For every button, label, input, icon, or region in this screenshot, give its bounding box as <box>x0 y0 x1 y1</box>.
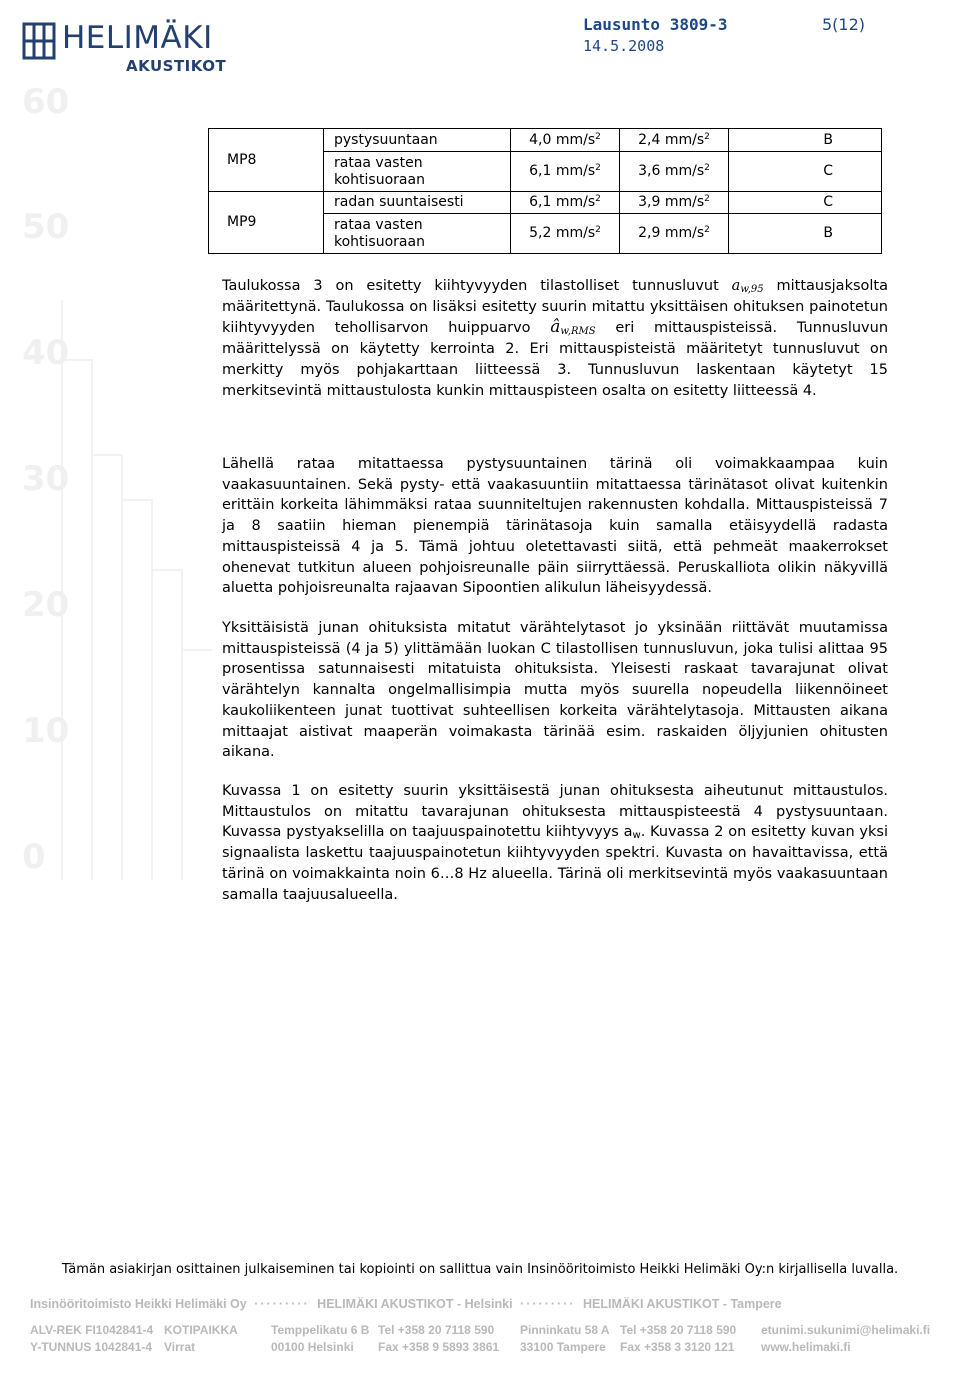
table-cell-value <box>511 129 620 152</box>
document-date: 14.5.2008 <box>583 37 665 55</box>
paragraph-passes: Yksittäisistä junan ohituksista mitatut värähtelytasot jo yksinään riittävät muutamissa mittauspisteissä (4 ja 5) ylittämään luokan C tilastollisen tunnusluvun, joka tulisi alittaa 95 prosentissa satunnaisesti mitatuista ohituksista. Yleisesti raskaat tavarajunat olivat värähtelyn kannalta ongelmallisimpia mutta myös suurella nopeudella liikennöineet kaukoliikenteen junat tuottivat suhteellisen korkeita värähtelytasoja. Mittausten aikana mittaajat aistivat maaperän voimakasta tärinää esim. raskaiden öljyjunien ohitusten aikana. <box>222 620 888 761</box>
footer-company-line <box>30 1297 782 1311</box>
copyright-notice: Tämän asiakirjan osittainen julkaiseminen tai kopiointi on sallittua vain Insinööritoimisto Heikki Helimäki Oy:n kirjallisella luvalla. <box>61 1262 899 1277</box>
watermark-number: 0 <box>22 837 46 877</box>
direction-line: rataa vasten <box>334 154 423 171</box>
footer-text: Virrat <box>164 1340 196 1354</box>
watermark-number: 20 <box>22 585 70 625</box>
watermark-number: 10 <box>22 711 70 751</box>
exponent: 2 <box>704 131 710 142</box>
footer-text: ALV-REK FI1042841-4 <box>30 1323 154 1337</box>
logo-wordmark: HELIMÄKI <box>62 20 213 56</box>
exponent: 2 <box>595 194 601 204</box>
value-text: 3,9 mm/s <box>638 194 705 210</box>
footer-text: Y-TUNNUS 1042841-4 <box>30 1340 153 1354</box>
document-title: Lausunto 3809-3 <box>583 15 728 34</box>
footer-text: 00100 Helsinki <box>271 1340 354 1354</box>
direction-line: kohtisuoraan <box>334 171 425 188</box>
footer-text: Tel +358 20 7118 590 <box>620 1323 737 1337</box>
table-cell-value <box>620 152 729 192</box>
logo-subtitle: AKUSTIKOT <box>126 57 227 75</box>
value-text: 6,1 mm/s <box>529 194 596 210</box>
value-text: 3,6 mm/s <box>638 163 705 179</box>
paragraph-statistics <box>222 276 888 401</box>
symbol-subscript: w,95 <box>740 284 764 295</box>
symbol-a-hat: â <box>550 317 561 338</box>
footer-email[interactable]: etunimi.sukunimi@helimaki.fi <box>761 1323 931 1337</box>
footer-text: Pinninkatu 58 A <box>520 1323 610 1337</box>
value-text: 6,1 mm/s <box>529 163 596 179</box>
footer-col-tampere-address <box>520 1322 610 1356</box>
footer-text: Tel +358 20 7118 590 <box>378 1323 495 1337</box>
paragraph-figures <box>222 781 888 905</box>
footer-office-helsinki: HELIMÄKI AKUSTIKOT - Helsinki <box>317 1297 513 1311</box>
text-run: . Kuvassa 2 on esitetty kuvan yksi signaalista laskettu taajuuspainotetun kiihtyvyyden spektri. Kuvasta on havaittavissa, että tärinä on voimakkainta noin 6…8 Hz alueella. Tärinä oli merkitsevintä myös vaakasuuntaan samalla taajuusalueella. <box>222 824 888 903</box>
exponent: 2 <box>595 131 601 142</box>
exponent: 2 <box>704 163 710 173</box>
exponent: 2 <box>704 194 710 204</box>
table-cell-value <box>620 192 729 214</box>
watermark-number: 50 <box>22 207 70 247</box>
table-cell-class: B <box>729 214 882 254</box>
table-row <box>209 129 882 152</box>
footer-col-helsinki-address <box>271 1322 369 1356</box>
text-run: Kuvassa 1 on esitetty suurin yksittäisestä junan ohituksesta aiheutunut mittaustulos. Mittaustulos on mitattu tavarajunan ohituksesta mittauspisteestä 4 pystysuuntaan. Kuvassa pystyakselilla on taajuuspainotettu kiihtyvyys a <box>222 783 888 841</box>
value-text: 4,0 mm/s <box>529 131 596 148</box>
footer-dots: ········· <box>254 1297 310 1311</box>
table-cell-class: C <box>729 192 882 214</box>
value-text: 2,4 mm/s <box>638 131 705 148</box>
table-row <box>209 192 882 214</box>
footer-col-helsinki-phone <box>378 1322 499 1356</box>
table-cell-location: MP8 <box>209 129 324 192</box>
table-cell-value <box>511 152 620 192</box>
value-text: 5,2 mm/s <box>529 225 596 241</box>
table-cell-value <box>620 129 729 152</box>
value-text: 2,9 mm/s <box>638 225 705 241</box>
table-cell-class: B <box>729 129 882 152</box>
table-cell-value <box>511 214 620 254</box>
watermark-number: 60 <box>22 82 70 122</box>
footer-text: KOTIPAIKKA <box>164 1323 238 1337</box>
table-cell-class: C <box>729 152 882 192</box>
exponent: 2 <box>595 163 601 173</box>
exponent: 2 <box>704 225 710 235</box>
table-cell-value <box>620 214 729 254</box>
footer-company: Insinööritoimisto Heikki Helimäki Oy <box>30 1297 247 1311</box>
vibration-results-table <box>208 128 882 254</box>
footer-col-domicile <box>164 1322 238 1356</box>
text-run: eri mittauspisteissä. Tunnusluvun määrittelyssä on käytetty kerrointa 2. Eri mittauspisteistä määritetyt tunnusluvut on merkitty myös pohjakarttaan liitteessä 3. Tunnusluvun laskentaan käytetyt 15 merkitsevintä mittaustulosta kunkin mittauspisteen osalta on esitetty liitteessä 4. <box>222 320 889 399</box>
footer-text: Fax +358 9 5893 3861 <box>378 1340 500 1354</box>
table-cell-direction: pystysuuntaan <box>324 129 511 152</box>
footer-col-vat <box>30 1322 153 1356</box>
symbol-subscript: w,RMS <box>560 326 596 338</box>
footer-website[interactable]: www.helimaki.fi <box>761 1340 851 1354</box>
footer-col-tampere-phone <box>620 1322 736 1356</box>
direction-line: kohtisuoraan <box>334 233 425 250</box>
footer-text: Temppelikatu 6 B <box>271 1323 370 1337</box>
footer-office-tampere: HELIMÄKI AKUSTIKOT - Tampere <box>583 1297 782 1311</box>
table-cell-direction <box>324 214 511 254</box>
footer-text: 33100 Tampere <box>520 1340 606 1354</box>
logo-mark-icon <box>22 22 56 60</box>
table-cell-location: MP9 <box>209 192 324 254</box>
company-logo <box>22 20 227 76</box>
footer-text: Fax +358 3 3120 121 <box>620 1340 735 1354</box>
table-cell-direction: radan suuntaisesti <box>324 192 511 214</box>
exponent: 2 <box>595 225 601 235</box>
paragraph-direction: Lähellä rataa mitattaessa pystysuuntainen tärinä oli voimakkaampaa kuin vaakasuuntainen. Sekä pysty- että vaakasuuntiin mitattaessa tärinätasot olivat kuitenkin erittäin korkeita lähimmäksi rataa suunniteltujen rakennusten kohdalla. Mittauspisteissä 7 ja 8 saatiin hieman pienempiä tärinätasoja kuin samalla etäisyydellä radasta mittauspisteissä 4 ja 5. Tämä johtuu oletettavasti siitä, että pehmeät maakerrokset ohenevat tutkitun alueen pohjoisreunalle päin siirryttäessä. Peruskalliota olikin näkyvillä aluetta pohjoisreunalta rajaavan Sipoontien alikulun läheisyydessä. <box>222 456 888 597</box>
page-number: 5(12) <box>822 15 866 34</box>
table-cell-direction <box>324 152 511 192</box>
symbol-subscript: w <box>632 830 641 842</box>
watermark-number: 30 <box>22 459 70 499</box>
symbol-a: a <box>731 278 741 294</box>
footer-col-web <box>761 1322 930 1356</box>
direction-line: rataa vasten <box>334 216 423 233</box>
text-run: mittausjaksolta määritettynä. Taulukossa on lisäksi esitetty suurin mitattu yksittäisen ohituksen painotetun kiihtyvyyden tehollisarvon huippuarvo <box>222 278 888 337</box>
text-run: Taulukossa 3 on esitetty kiihtyvyyden tilastolliset tunnusluvut <box>222 278 719 294</box>
table-cell-value <box>511 192 620 214</box>
footer-dots: ········· <box>520 1297 576 1311</box>
watermark-number: 40 <box>22 333 70 373</box>
